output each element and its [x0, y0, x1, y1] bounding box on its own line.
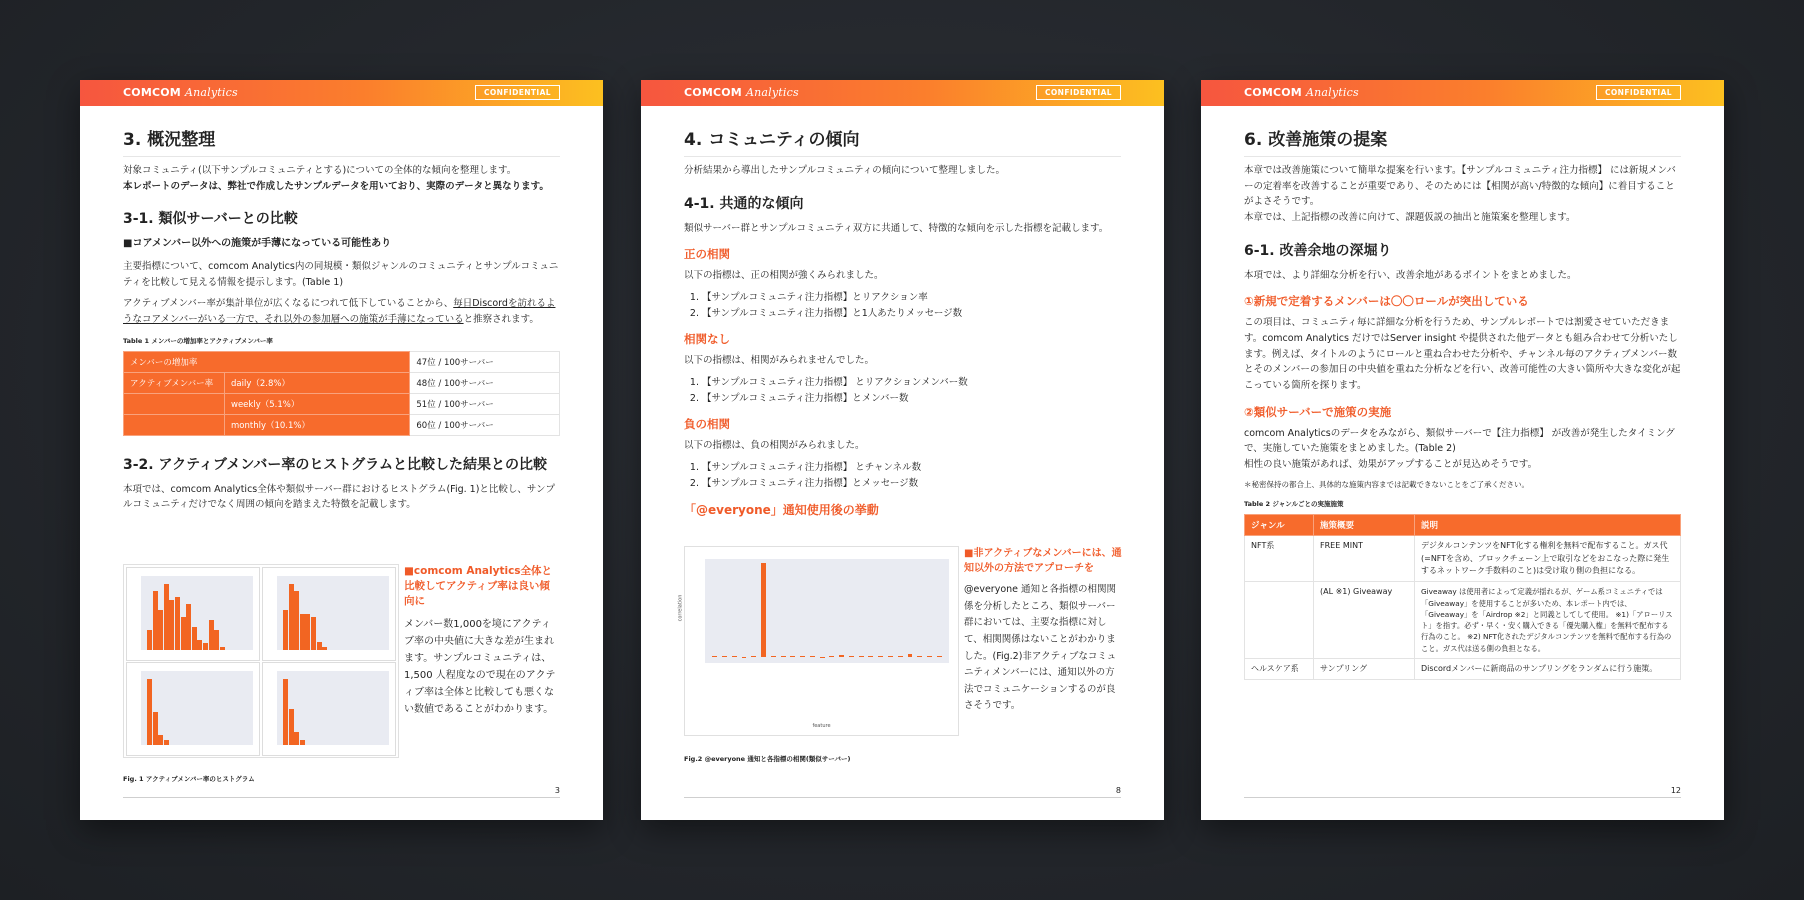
correlation-bar	[859, 656, 864, 657]
table-header-row: ジャンル 施策概要 説明	[1245, 515, 1681, 536]
page-footer	[123, 786, 560, 798]
negative-correlation-title: 負の相関	[684, 417, 730, 432]
histogram-bar	[220, 647, 225, 650]
correlation-bar	[927, 656, 932, 657]
report-page-12	[1201, 80, 1724, 820]
everyone-title: 「@everyone」通知使用後の挙動	[684, 503, 879, 518]
histogram-bar	[175, 597, 180, 650]
brand-logo: COMCOM Analytics	[123, 86, 238, 99]
measures-table	[1244, 514, 1681, 680]
correlation-bar	[898, 656, 903, 657]
plot-area	[277, 576, 389, 650]
histogram-chart	[126, 567, 260, 661]
histogram-bar	[164, 740, 169, 745]
correlation-bar	[781, 656, 786, 657]
side-note-text: @everyone 通知と各指標の相関関係を分析したところ、類似サーバー群においては、主要な指標に対して、相関関係はないことがわかりました。(Fig.2)非アクティブなコミュニティメンバーには、通知以外の方法でコミュニケーションするのが良さそうです。	[964, 584, 1117, 712]
confidential-badge: CONFIDENTIAL	[1596, 85, 1681, 100]
plot-area	[141, 576, 253, 650]
histogram-bar	[181, 617, 186, 650]
point-2-title: ②類似サーバーで施策の実施	[1244, 404, 1392, 419]
histogram-bar	[209, 620, 214, 650]
list-item: 1. 【サンプルコミュニティ注力指標】とリアクション率	[702, 290, 1121, 306]
correlation-bar	[829, 656, 834, 657]
histogram-bar	[283, 679, 288, 745]
histogram-bar	[192, 627, 197, 650]
table-caption: Table 2 ジャンルごとの実施施策	[1244, 500, 1344, 509]
histogram-chart	[262, 662, 396, 756]
list-item: 1. 【サンプルコミュニティ注力指標】 とリアクションメンバー数	[702, 375, 1121, 391]
histogram-chart	[262, 567, 396, 661]
histogram-bar	[300, 740, 305, 745]
paragraph: 以下の指標は、相関がみられませんでした。	[684, 355, 875, 367]
positive-correlation-title: 正の相関	[684, 247, 730, 262]
intro-text: 本章では改善施策について簡単な提案を行います。【サンプルコミュニティ注力指標】 には新規メンバーの定着率を改善することが重要であり、そのためには【相関が高い/特徴的な傾向】に着目することがよさそうです。 本章では、上記指標の改善に向けて、課題仮説の抽出と施策案を整理します。	[1244, 165, 1676, 224]
plot-area	[705, 559, 949, 663]
paragraph: 主要指標について、comcom Analytics内の同規模・類似ジャンルのコミュニティとサンプルコミュニティを比較して見える情報を提示します。(Table 1)	[123, 260, 559, 288]
correlation-bar	[771, 656, 776, 657]
correlation-bar	[878, 656, 883, 657]
paragraph: 以下の指標は、正の相関が強くみられました。	[684, 270, 884, 282]
intro-text: 対象コミュニティ(以下サンプルコミュニティとする)についての全体的な傾向を整理します。 本レポートのデータは、弊社で作成したサンプルデータを用いており、実際のデータと異なります。	[123, 165, 549, 192]
plot-area	[277, 671, 389, 745]
point-1-title: ①新規で定着するメンバーは〇〇ロールが突出している	[1244, 294, 1529, 309]
brand-logo: COMCOM Analytics	[1244, 86, 1359, 99]
y-axis-label: correlation	[677, 594, 684, 622]
histogram-bar	[214, 630, 219, 650]
page-header	[1201, 80, 1724, 106]
section-title: 6. 改善施策の提案	[1244, 125, 1681, 157]
plot-area	[141, 671, 253, 745]
no-correlation-list	[684, 375, 1121, 406]
paragraph: この項目は、コミュニティ毎に詳細な分析を行うため、サンプルレポートでは割愛させていただきます。comcom Analytics だけではServer insight や提供された他データとも組み合わせて分析いたします。例えば、タイトルのようにロールと重ね合わせた分析や、チャンネル毎のアクティブメンバー数とそのメンバーの参加日の中央値を重ねた分析などを行い、改善可能性の大きい箇所や大きな変化が起こっている箇所を探ります。	[1244, 317, 1681, 392]
correlation-bar	[908, 654, 913, 657]
negative-list	[684, 460, 1121, 491]
correlation-bar	[712, 656, 717, 657]
positive-list	[684, 290, 1121, 321]
correlation-bar	[761, 563, 766, 657]
no-correlation-title: 相関なし	[684, 332, 730, 347]
correlation-bar	[751, 656, 756, 657]
histogram-bar	[289, 584, 294, 650]
correlation-bar	[888, 656, 893, 657]
correlation-bar	[849, 656, 854, 657]
page-footer	[1244, 786, 1681, 798]
histogram-bar	[153, 591, 158, 650]
correlation-bar	[810, 656, 815, 657]
correlation-bar	[800, 656, 805, 657]
histogram-bar	[186, 604, 191, 650]
subsection-title: 3-1. 類似サーバーとの比較	[123, 211, 298, 228]
section-title: 3. 概況整理	[123, 125, 560, 157]
list-item: 1. 【サンプルコミュニティ注力指標】 とチャンネル数	[702, 460, 1121, 476]
histogram-bar	[294, 591, 299, 650]
list-item: 2. 【サンプルコミュニティ注力指標】とメンバー数	[702, 391, 1121, 407]
correlation-bar	[868, 656, 873, 657]
histogram-bar	[322, 647, 327, 650]
histogram-bar	[147, 630, 152, 650]
histogram-bar	[153, 712, 158, 745]
correlation-bar	[722, 656, 727, 657]
report-page-3	[80, 80, 603, 820]
subsection-title: 4-1. 共通的な傾向	[684, 195, 804, 212]
table-caption: Table 1 メンバーの増加率とアクティブメンバー率	[123, 336, 273, 345]
side-note-title: ■comcom Analytics全体と比較してアクティブ率は良い傾向に	[404, 565, 553, 608]
paragraph: 本項では、より詳細な分析を行い、改善余地があるポイントをまとめました。	[1244, 269, 1577, 281]
histogram-bar	[289, 709, 294, 745]
page-header	[80, 80, 603, 106]
subsection-title: 6-1. 改善余地の深堀り	[1244, 242, 1392, 259]
figure-caption: Fig. 1 アクティブメンバー率のヒストグラム	[123, 775, 255, 783]
confidential-badge: CONFIDENTIAL	[475, 85, 560, 100]
figure-caption: Fig.2 @everyone 通知と各指標の相関(類似サーバー)	[684, 755, 851, 763]
paragraph: 本項では、comcom Analytics全体や類似サーバー群におけるヒストグラム(Fig. 1)と比較し、サンプルコミュニティだけでなく周囲の傾向を踏まえた特徴を記載します。	[123, 483, 555, 511]
page-header	[641, 80, 1164, 106]
histogram-bar	[147, 679, 152, 745]
table-row: メンバーの増加率 47位 / 100サーバー	[124, 351, 560, 372]
list-item: 2. 【サンプルコミュニティ注力指標】とメッセージ数	[702, 476, 1121, 492]
paragraph: 類似サーバー群とサンプルコミュニティ双方に共通して、特徴的な傾向を示した指標を記載します。	[684, 222, 1109, 234]
histogram-bar	[283, 610, 288, 650]
correlation-bar	[839, 655, 844, 657]
table-row: weekly（5.1%） 51位 / 100サーバー	[124, 393, 560, 414]
histogram-bar	[300, 614, 305, 650]
correlation-bar	[790, 656, 795, 657]
paragraph: 以下の指標は、負の相関がみられました。	[684, 440, 865, 452]
histogram-bar	[203, 643, 208, 650]
histogram-bar	[158, 735, 163, 745]
confidential-badge: CONFIDENTIAL	[1036, 85, 1121, 100]
section-title: 4. コミュニティの傾向	[684, 125, 1121, 157]
page-number: 12	[1670, 786, 1681, 795]
correlation-bar	[732, 656, 737, 657]
histogram-bar	[169, 600, 174, 650]
finding-heading: ■コアメンバー以外への施策が手薄になっている可能性あり	[123, 238, 392, 250]
brand-logo: COMCOM Analytics	[684, 86, 799, 99]
histogram-bar	[158, 610, 163, 650]
side-note-title: ■非アクティブなメンバーには、通知以外の方法でアプローチを	[964, 548, 1122, 574]
report-page-8	[641, 80, 1164, 820]
paragraph: アクティブメンバー率が集計単位が広くなるにつれて低下していることから、毎日Discordを訪れるようなコアメンバーがいる一方で、それ以外の参加層への施策が手薄になっていると推察されます。	[123, 298, 556, 325]
table-row: ヘルスケア系 サンプリング Discordメンバーに新商品のサンプリングをランダムに行う施策。	[1245, 659, 1681, 680]
histogram-figure	[123, 564, 399, 758]
list-item: 2. 【サンプルコミュニティ注力指標】と1人あたりメッセージ数	[702, 306, 1121, 322]
intro-text: 分析結果から導出したサンプルコミュニティの傾向について整理しました。	[684, 165, 1006, 176]
correlation-bar	[820, 657, 825, 658]
side-note-text: メンバー数1,000を境にアクティブ率の中央値に大きな差が生まれます。サンプルコミュニティは、1,500 人程度なので現在のアクティブ率は全体と比較しても悪くない数値であることがわかります。	[404, 618, 556, 715]
metrics-table	[123, 351, 560, 436]
table-row: アクティブメンバー率 daily（2.8%） 48位 / 100サーバー	[124, 372, 560, 393]
table-row: monthly（10.1%） 60位 / 100サーバー	[124, 414, 560, 435]
histogram-bar	[317, 642, 322, 650]
histogram-bar	[311, 617, 316, 650]
note: ＊秘密保持の都合上、具体的な施策内容までは記載できないことをご了承ください。	[1244, 479, 1529, 489]
histogram-bar	[197, 640, 202, 650]
histogram-bar	[164, 584, 169, 650]
side-note	[404, 564, 560, 724]
table-row: NFT系 FREE MINT デジタルコンテンツをNFT化する権利を無料で配布すること。ガス代(=NFTを含め、ブロックチェーン上で取引などをおこなった際に発生するネットワーク手数料のこと)は受け取り側の負担になる。	[1245, 536, 1681, 582]
page-footer	[684, 786, 1121, 798]
paragraph: comcom Analyticsのデータをみながら、類似サーバーで【注力指標】 が改善が発生したタイミングで、実施していた施策をまとめました。(Table 2) 相性の良い施策があれば、効果がアップすることが見込めそうです。	[1244, 427, 1675, 471]
side-note	[964, 546, 1122, 721]
subsection-title: 3-2. アクティブメンバー率のヒストグラムと比較した結果との比較	[123, 456, 547, 473]
histogram-bar	[294, 732, 299, 745]
histogram-bar	[305, 614, 310, 650]
page-number: 3	[554, 786, 560, 795]
correlation-bar	[937, 656, 942, 657]
correlation-bar	[742, 657, 747, 658]
x-axis-label: feature	[812, 723, 831, 729]
page-number: 8	[1115, 786, 1121, 795]
histogram-chart	[126, 662, 260, 756]
correlation-bar	[917, 656, 922, 657]
table-row: (AL ※1) Giveaway Giveaway は使用者によって定義が揺れるが、ゲーム系コミュニティでは「Giveaway」を使用することが多いため、本レポート内では、「Giveaway」を「Airdrop ※2」と同義としてして使用。 ※1)「アローリスト」を指す。必ず・早く・安く購入できる「優先購入権」を無料で配布する行為のこと。 ※2) NFT化されたデジタルコンテンツを無料で配布する行為のこと。ガス代は送る側の負担となる。	[1245, 582, 1681, 659]
correlation-chart	[677, 546, 959, 736]
